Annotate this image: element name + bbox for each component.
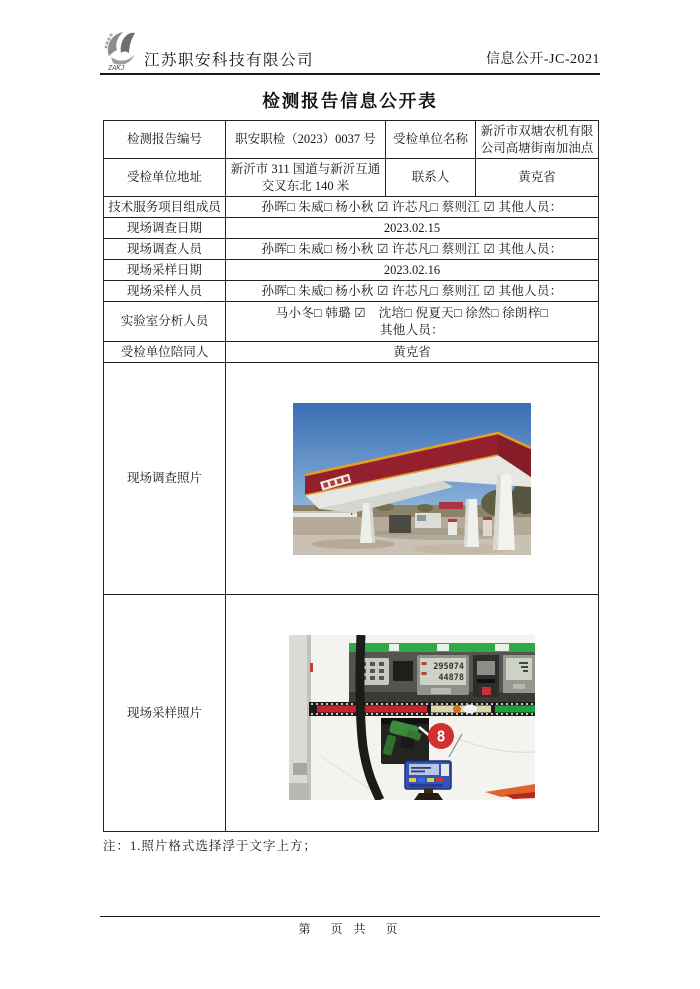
contact-label: 联系人 (386, 159, 476, 197)
team-members-value: 孙晖□ 朱威□ 杨小秋 ☑ 许芯凡□ 蔡则江 ☑ 其他人员： (226, 197, 599, 218)
table-row (104, 363, 599, 595)
lab-staff-line1: 马小冬□ 韩璐 ☑ 沈培□ 倪夏天□ 徐然□ 徐朗梓□ (275, 305, 549, 320)
survey-date-label: 现场调查日期 (104, 218, 226, 239)
sample-staff-label: 现场采样人员 (104, 281, 226, 302)
small-screen (393, 661, 413, 681)
kiosk (389, 515, 411, 533)
pump-display-amount: 295074 (433, 661, 464, 672)
survey-photo-label: 现场调查照片 (104, 363, 226, 595)
sample-date-value: 2023.02.16 (226, 260, 599, 281)
pump-number: 8 (436, 727, 446, 746)
report-table (103, 120, 599, 832)
report-no-value: 职安职检（2023）0037 号 (226, 121, 386, 159)
escort-value: 黄克省 (226, 342, 599, 363)
contact-value: 黄克省 (476, 159, 599, 197)
fuel-dispenser-photo (289, 635, 535, 800)
unit-addr-label: 受检单位地址 (104, 159, 226, 197)
left-pillar (289, 635, 309, 800)
table-row (104, 342, 599, 363)
survey-date-value: 2023.02.15 (226, 218, 599, 239)
unit-name-label: 受检单位名称 (386, 121, 476, 159)
unit-name-value: 新沂市双塘农机有限公司高塘街南加油点 (476, 121, 599, 159)
lab-staff-label: 实验室分析人员 (104, 302, 226, 342)
page-title: 检测报告信息公开表 (262, 91, 438, 111)
table-row (104, 260, 599, 281)
pump-display-volume: 44878 (438, 672, 464, 683)
footer-divider (100, 916, 600, 917)
team-label: 技术服务项目组成员 (104, 197, 226, 218)
report-no-label: 检测报告编号 (104, 121, 226, 159)
page-number-text: 第 页 共 页 (298, 922, 402, 936)
table-row (104, 159, 599, 197)
gas-detector (405, 761, 451, 789)
table-row (104, 121, 599, 159)
table-row (104, 239, 599, 260)
table-row (104, 302, 599, 342)
document-code: 信息公开-JC-2021 (485, 52, 600, 67)
back-sign (439, 502, 463, 509)
company-logo-icon (102, 28, 140, 72)
sample-photo-label: 现场采样照片 (104, 595, 226, 832)
logo-text: ZAKJ (108, 64, 125, 72)
escort-label: 受检单位陪同人 (104, 342, 226, 363)
survey-photo-cell (226, 363, 599, 595)
lab-staff-line2: 其他人员： (379, 322, 444, 337)
page-header (100, 28, 600, 75)
survey-staff-value: 孙晖□ 朱威□ 杨小秋 ☑ 许芯凡□ 蔡则江 ☑ 其他人员： (226, 239, 599, 260)
lab-staff-value (226, 302, 599, 342)
right-display (506, 658, 532, 680)
gas-station-photo (293, 403, 531, 555)
note-text: 注：1.照片格式选择浮于文字上方； (103, 839, 317, 853)
survey-staff-label: 现场调查人员 (104, 239, 226, 260)
sample-date-label: 现场采样日期 (104, 260, 226, 281)
table-row (104, 218, 599, 239)
company-name: 江苏职安科技有限公司 (144, 52, 315, 69)
sample-staff-value: 孙晖□ 朱威□ 杨小秋 ☑ 许芯凡□ 蔡则江 ☑ 其他人员： (226, 281, 599, 302)
table-row (104, 595, 599, 832)
unit-addr-value: 新沂市 311 国道与新沂互通交叉东北 140 米 (226, 159, 386, 197)
sample-photo-cell (226, 595, 599, 832)
table-row (104, 281, 599, 302)
table-row (104, 197, 599, 218)
